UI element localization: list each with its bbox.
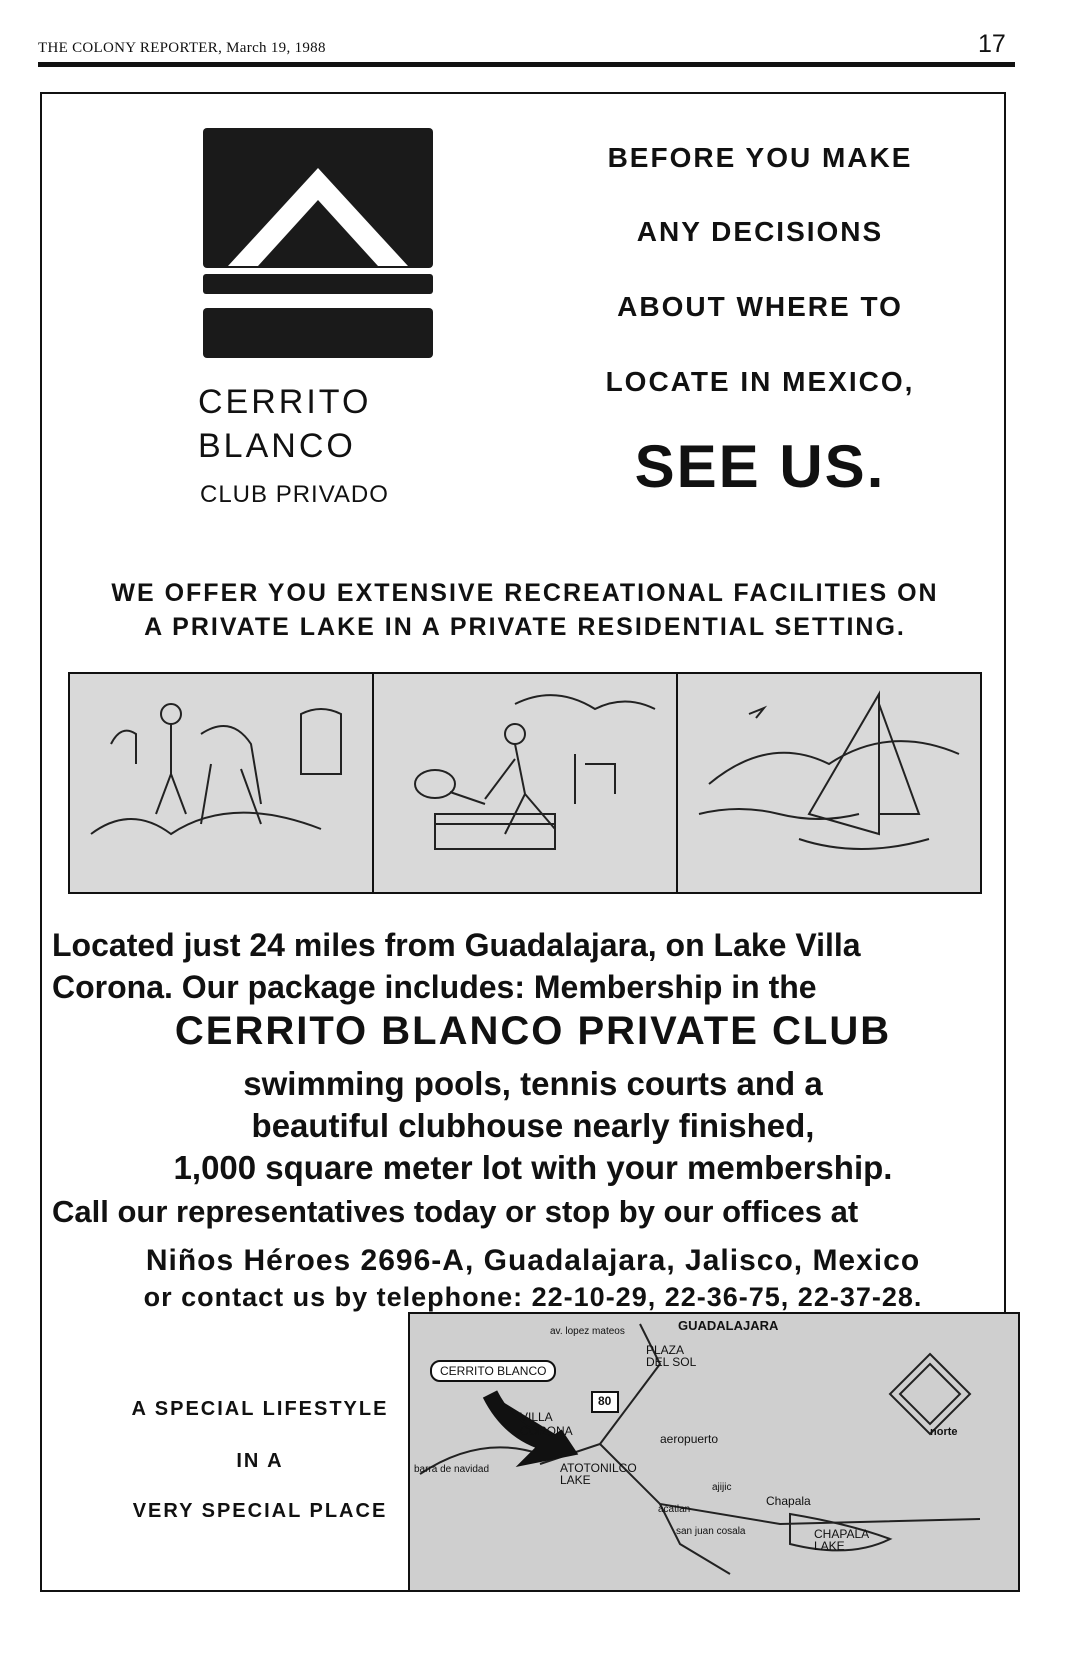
- tennis-illustration: [374, 674, 678, 892]
- tagline-line2: IN A: [236, 1450, 284, 1472]
- office-address: Niños Héroes 2696-A, Guadalajara, Jalisco, Mexico: [145, 1244, 921, 1277]
- headline-line3: ABOUT WHERE TO: [617, 291, 903, 322]
- logo-name-line2: BLANCO: [198, 427, 356, 465]
- map-label-highway: 80: [598, 1394, 612, 1408]
- offer-line2: A PRIVATE LAKE IN A PRIVATE RESIDENTIAL SETTING.: [144, 613, 906, 641]
- logo-name-line1: CERRITO: [198, 383, 372, 421]
- horse-riding-icon: [70, 674, 372, 892]
- sailboat-icon: [678, 674, 980, 892]
- offer-line1: WE OFFER YOU EXTENSIVE RECREATIONAL FACILITIES ON: [111, 579, 939, 607]
- telephone-numbers: or contact us by telephone: 22-10-29, 22-36-75, 22-37-28.: [143, 1282, 923, 1312]
- illustration-strip: [68, 672, 982, 894]
- map-label-chapala-lake: CHAPALA LAKE: [814, 1527, 869, 1553]
- tennis-player-icon: [374, 674, 676, 892]
- map-label-av-lopez-mateos: av. lopez mateos: [550, 1326, 625, 1337]
- logo-subtitle: CLUB PRIVADO: [200, 481, 389, 508]
- page-number: 17: [978, 30, 1006, 58]
- map-label-chapala: Chapala: [766, 1494, 811, 1508]
- body-line5: 1,000 square meter lot with your membership.: [173, 1149, 893, 1186]
- logo-mark: [203, 128, 433, 268]
- masthead-publication: THE COLONY REPORTER, March 19, 1988: [38, 40, 326, 56]
- map-label-plaza-del-sol: PLAZA DEL SOL: [646, 1343, 697, 1369]
- map-roads: [410, 1314, 1018, 1590]
- map-label-acatlan: acatlan: [658, 1504, 691, 1515]
- map-label-guadalajara: GUADALAJARA: [678, 1318, 779, 1333]
- map-label-san-juan-cosala: san juan cosala: [676, 1526, 746, 1537]
- mountain-icon: [203, 128, 433, 268]
- sailing-illustration: [678, 674, 980, 892]
- map-label-atotonilco-lake: ATOTONILCO LAKE: [560, 1461, 637, 1487]
- logo-name: [198, 380, 371, 468]
- map-label-villa-corona: VILLA CORONA: [520, 1410, 573, 1438]
- logo-bar: [203, 308, 433, 358]
- body-line3: swimming pools, tennis courts and a: [243, 1065, 823, 1102]
- body-line6: Call our representatives today or stop by our offices at: [52, 1194, 859, 1229]
- tagline-line1: A SPECIAL LIFESTYLE: [131, 1398, 389, 1420]
- location-map: [408, 1312, 1020, 1592]
- body-line1: Located just 24 miles from Guadalajara, on Lake Villa: [52, 927, 861, 963]
- headline-line1: BEFORE YOU MAKE: [607, 142, 913, 173]
- headline-line4: LOCATE IN MEXICO,: [605, 366, 915, 397]
- masthead-rule: [38, 62, 1015, 67]
- map-label-ajijic: ajijic: [712, 1482, 732, 1493]
- tagline-line3: VERY SPECIAL PLACE: [132, 1500, 388, 1522]
- map-label-norte: norte: [930, 1426, 958, 1438]
- map-label-barra-de-navidad: barra de navidad: [414, 1464, 490, 1475]
- body-line2: Corona. Our package includes: Membership in the: [52, 969, 817, 1005]
- horse-riding-illustration: [70, 674, 374, 892]
- club-name: CERRITO BLANCO PRIVATE CLUB: [174, 1009, 892, 1053]
- headline-line2: ANY DECISIONS: [636, 216, 884, 247]
- map-label-aeropuerto: aeropuerto: [660, 1432, 719, 1446]
- logo-stripe: [203, 274, 433, 294]
- body-line4: beautiful clubhouse nearly finished,: [251, 1107, 815, 1144]
- offer-text: [50, 576, 1000, 644]
- map-banner-cerrito-blanco: CERRITO BLANCO: [430, 1360, 556, 1382]
- headline-cta: SEE US.: [634, 433, 886, 500]
